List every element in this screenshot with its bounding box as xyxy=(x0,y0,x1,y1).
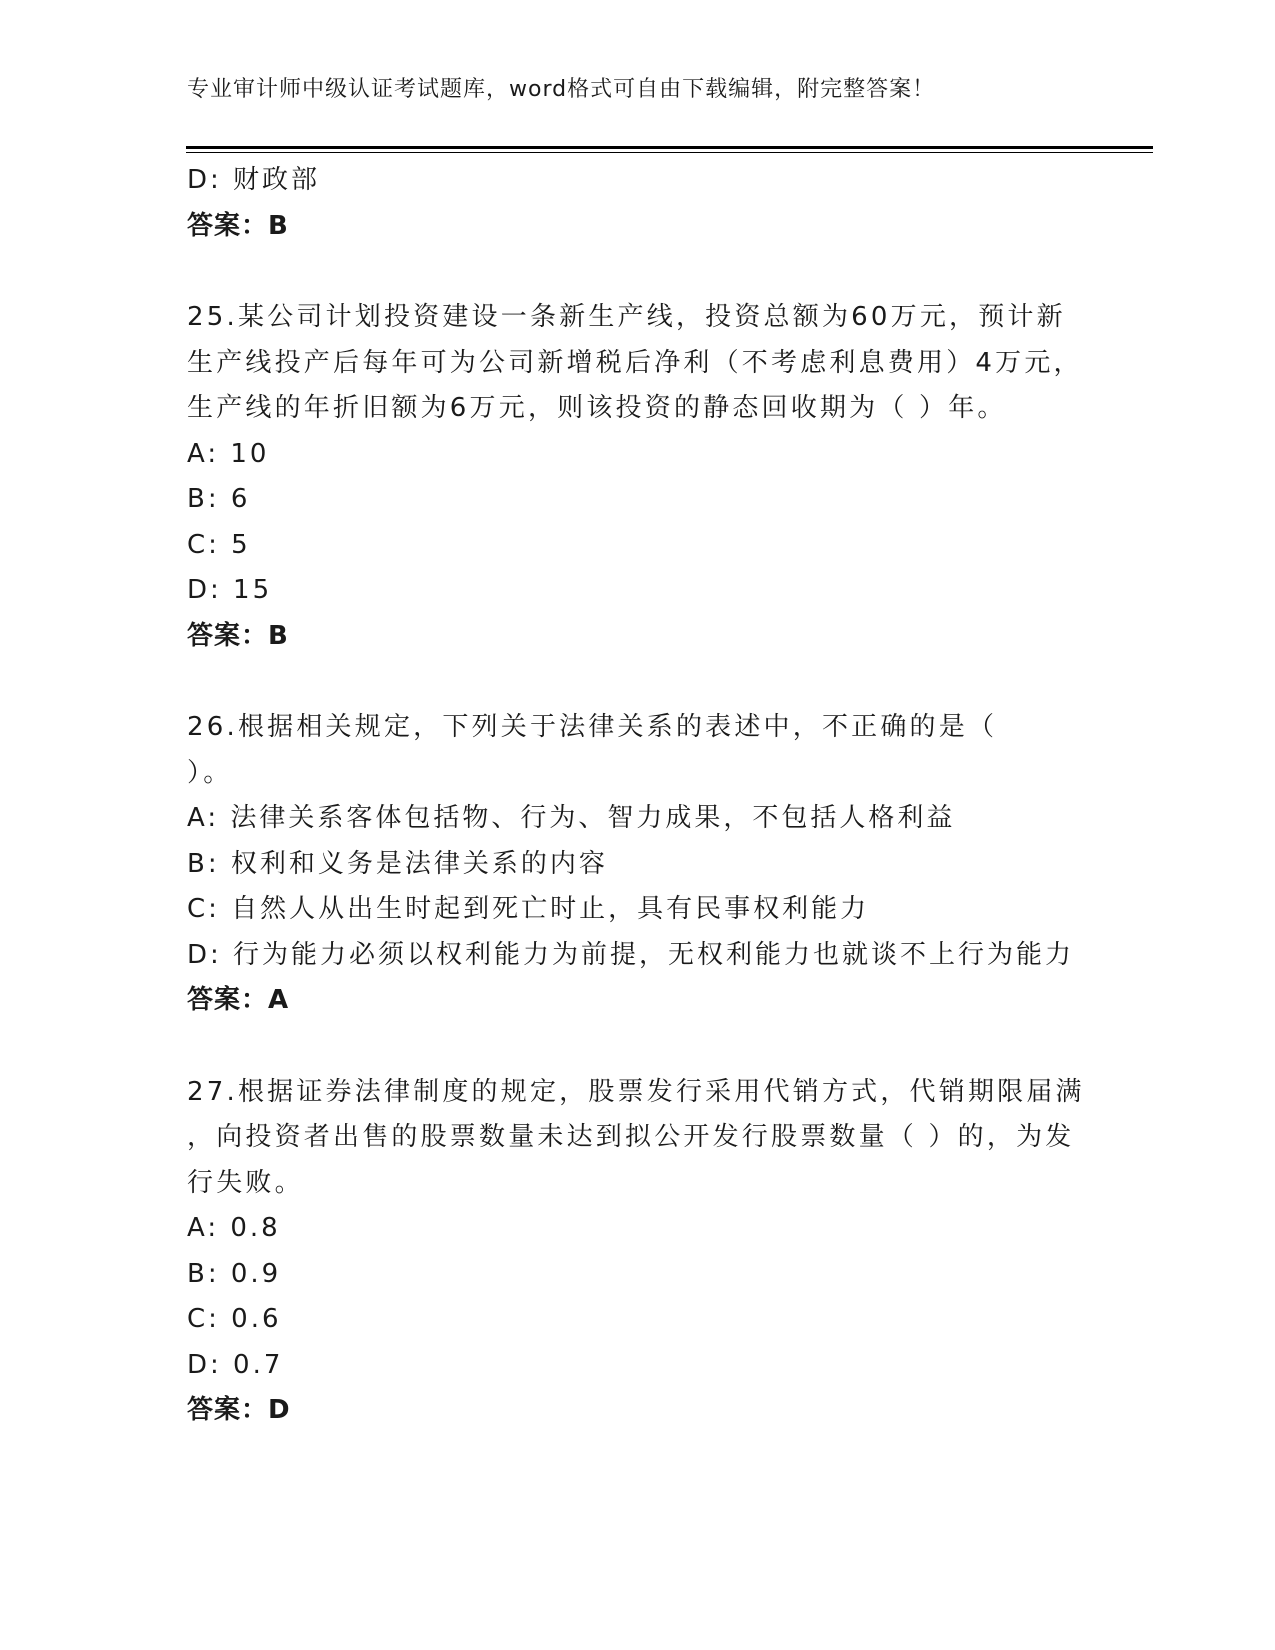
option-a: A: 10 xyxy=(187,438,270,469)
option-b: B: 6 xyxy=(187,484,251,514)
option-b: B: 权利和义务是法律关系的内容 xyxy=(187,848,608,879)
stem-line: ）。 xyxy=(187,757,233,788)
question-27 xyxy=(187,1070,1087,1434)
stem-line: 27.根据证券法律制度的规定，股票发行采用代销方式，代销期限届满 xyxy=(187,1076,1085,1107)
option-d: D: 行为能力必须以权利能力为前提，无权利能力也就谈不上行为能力 xyxy=(187,939,1075,970)
question-25 xyxy=(187,295,1087,659)
option-a: A: 法律关系客体包括物、行为、智力成果，不包括人格利益 xyxy=(187,803,956,833)
option-c: C: 0.6 xyxy=(187,1304,282,1334)
header-rule-thin xyxy=(186,152,1153,153)
stem-line: 行失败。 xyxy=(187,1167,304,1198)
option-b: B: 0.9 xyxy=(187,1258,282,1289)
prev-question-option-d: D: 财政部 xyxy=(187,165,321,195)
question-26 xyxy=(187,705,1087,1024)
question-stem xyxy=(187,705,1087,796)
option-c: C: 5 xyxy=(187,529,251,560)
stem-line: 生产线投产后每年可为公司新增税后净利（不考虑利息费用）4万元， xyxy=(187,347,1083,378)
answer: 答案：B xyxy=(187,620,289,651)
option-a: A: 0.8 xyxy=(187,1213,281,1243)
answer: 答案：A xyxy=(187,985,290,1015)
spacer xyxy=(187,249,1087,295)
stem-line: 26.根据相关规定，下列关于法律关系的表述中，不正确的是（ xyxy=(187,712,998,742)
page-header: 专业审计师中级认证考试题库，word格式可自由下载编辑，附完整答案！ xyxy=(187,77,936,102)
prev-question-answer: 答案：B xyxy=(187,210,289,241)
stem-line: 生产线的年折旧额为6万元，则该投资的静态回收期为（ ）年。 xyxy=(187,393,1007,423)
option-d: D: 15 xyxy=(187,575,273,605)
spacer xyxy=(187,1024,1087,1070)
stem-line: 25.某公司计划投资建设一条新生产线，投资总额为60万元，预计新 xyxy=(187,302,1066,332)
option-d: D: 0.7 xyxy=(187,1349,284,1380)
stem-line: ，向投资者出售的股票数量未达到拟公开发行股票数量（ ）的，为发 xyxy=(187,1122,1075,1152)
answer: 答案：D xyxy=(187,1395,291,1425)
option-c: C: 自然人从出生时起到死亡时止，具有民事权利能力 xyxy=(187,894,870,924)
document-body xyxy=(187,158,1087,1434)
question-stem xyxy=(187,1070,1087,1207)
question-stem xyxy=(187,295,1087,432)
spacer xyxy=(187,659,1087,705)
header-rule-thick xyxy=(186,146,1153,149)
